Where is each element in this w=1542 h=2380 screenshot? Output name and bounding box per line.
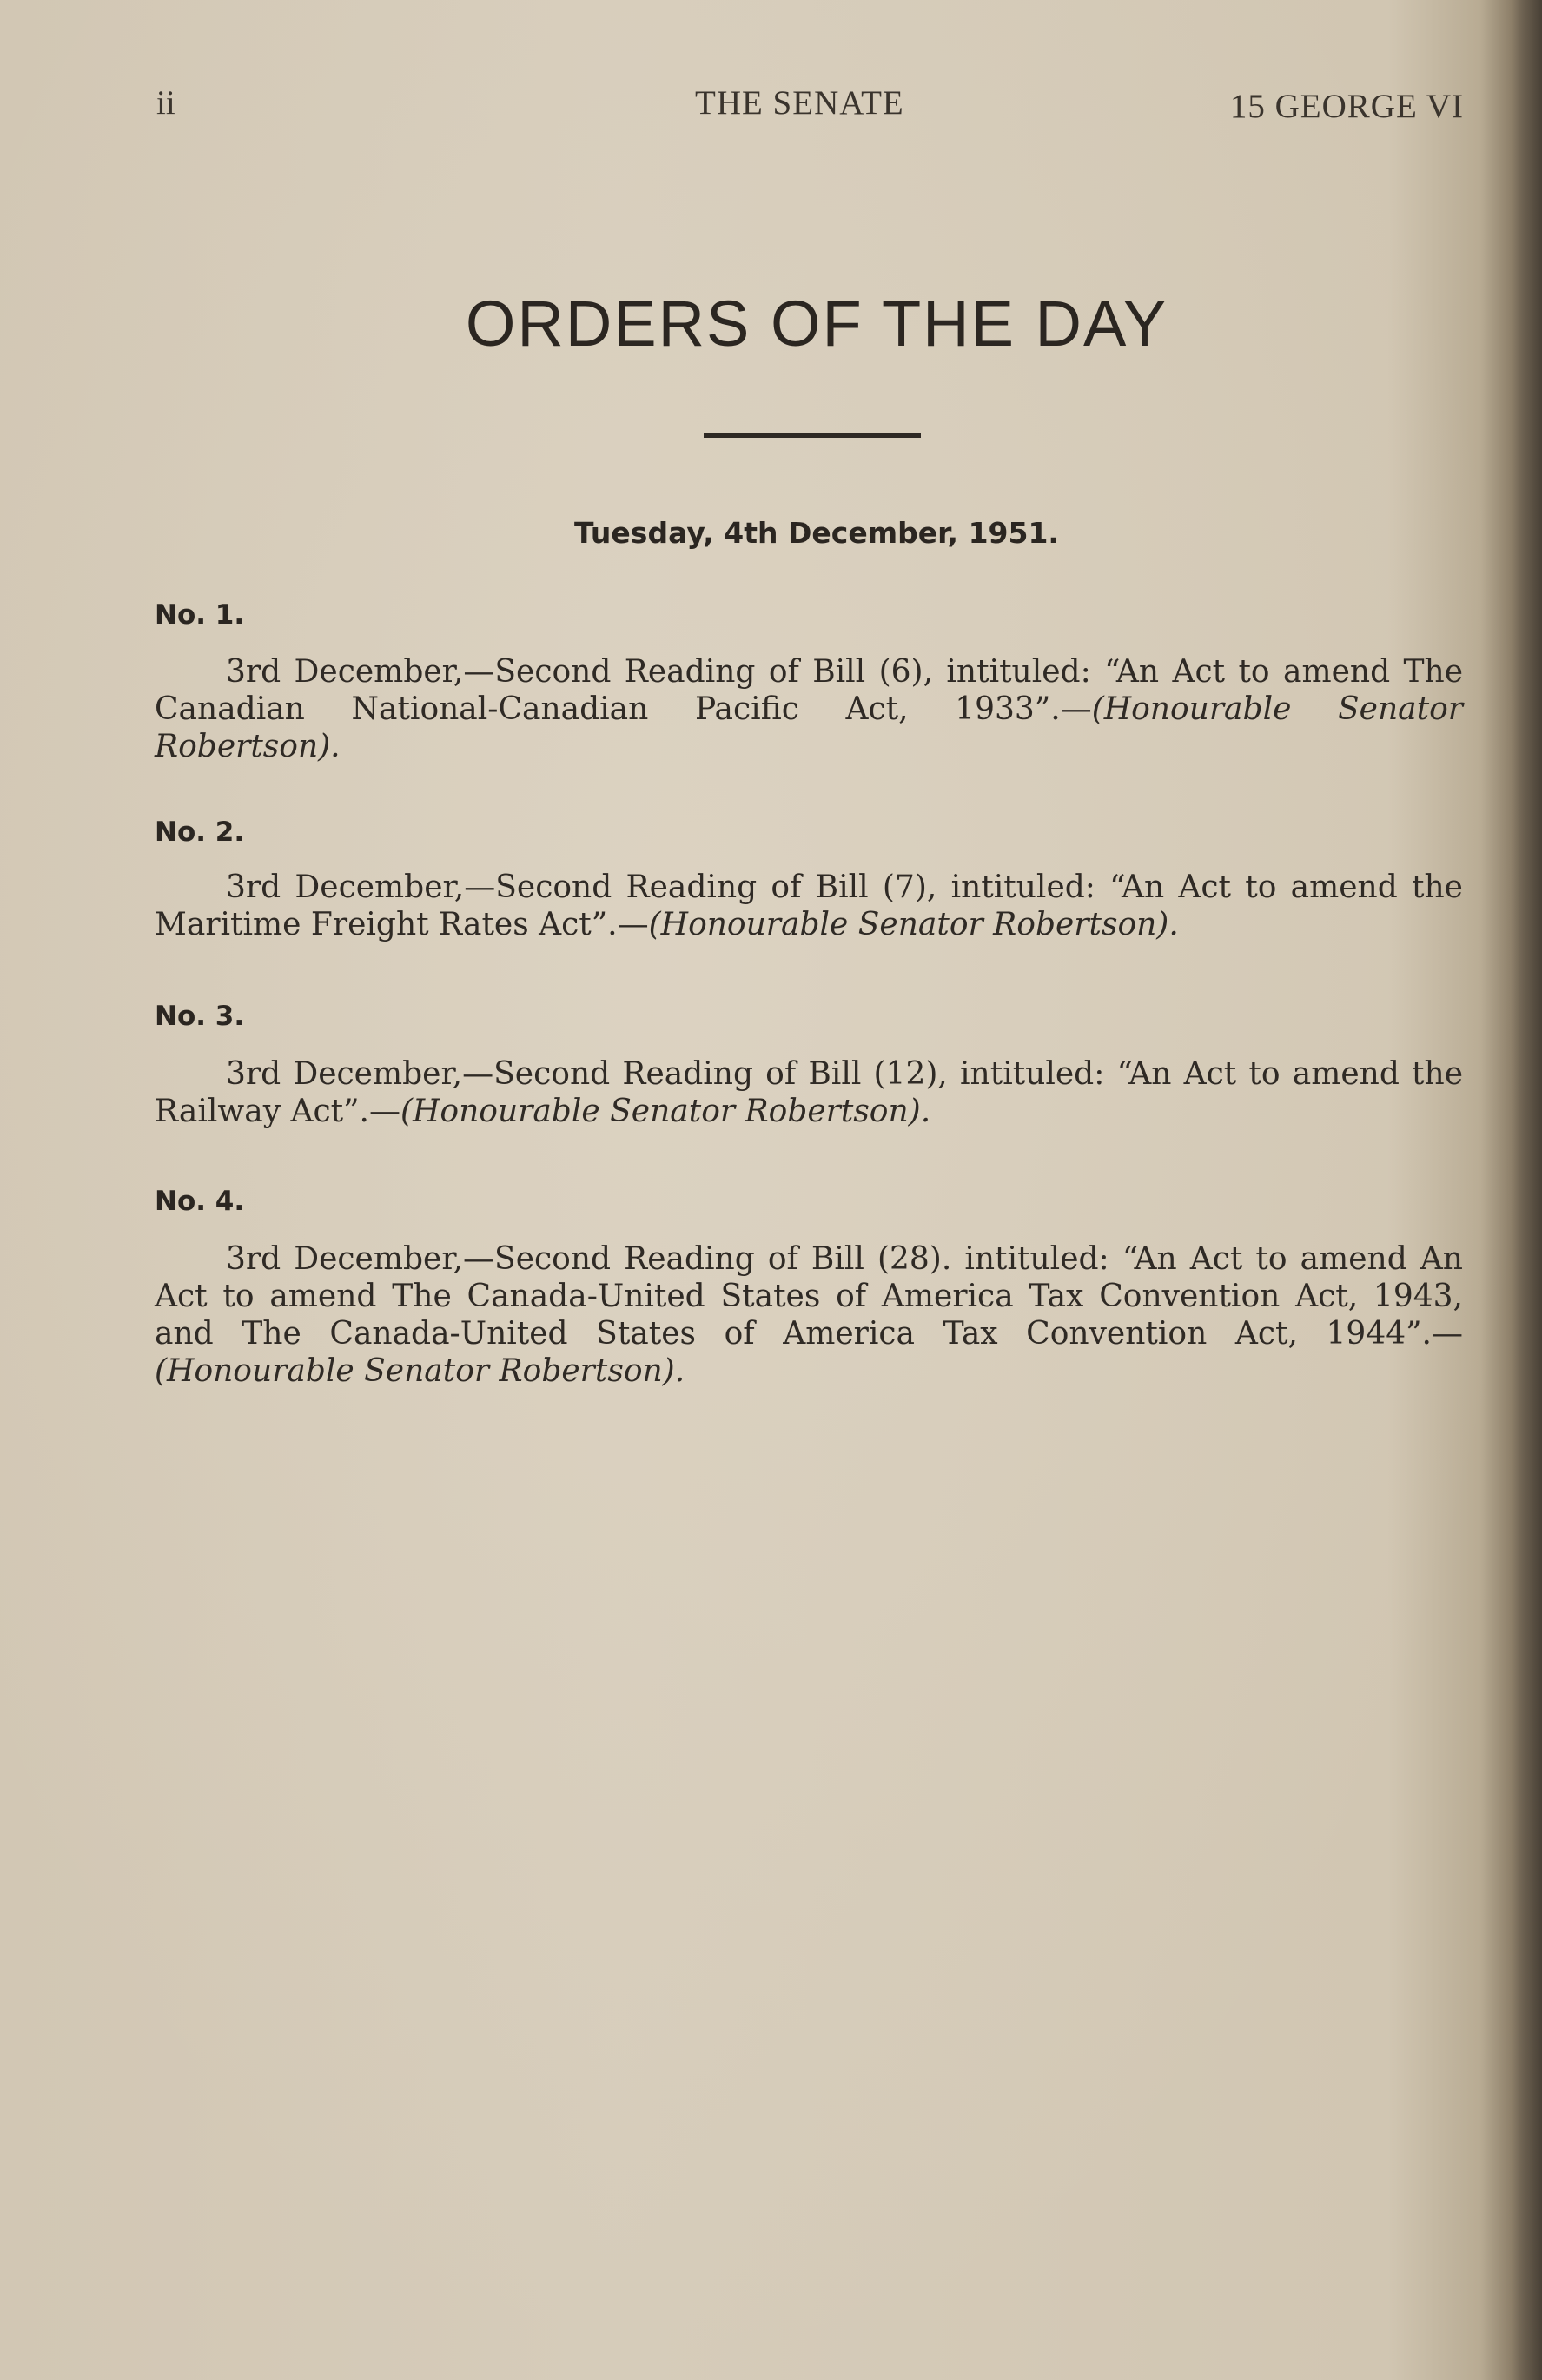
running-head-center: THE SENATE bbox=[695, 84, 904, 122]
sitting-date: Tuesday, 4th December, 1951. bbox=[574, 516, 1059, 550]
order-body-1: 3rd December,—Second Reading of Bill (6), intituled: “An Act to amend The Canadian National-Canadian Pacific Act, 1933”.— bbox=[155, 654, 1463, 727]
order-body-2: 3rd December,—Second Reading of Bill (7), intituled: “An Act to amend the Maritime Freight Rates Act”.— bbox=[155, 869, 1463, 942]
order-body-3: 3rd December,—Second Reading of Bill (12), intituled: “An Act to amend the Railway Act”.— bbox=[155, 1056, 1463, 1129]
order-sponsor-4: (Honourable Senator Robertson). bbox=[155, 1353, 685, 1389]
order-number-1: No. 1. bbox=[155, 599, 245, 631]
page-title: ORDERS OF THE DAY bbox=[465, 288, 1168, 360]
order-number-4: No. 4. bbox=[155, 1186, 245, 1217]
order-sponsor-2: (Honourable Senator Robertson). bbox=[648, 907, 1179, 942]
order-sponsor-3: (Honourable Senator Robertson). bbox=[400, 1094, 931, 1129]
order-number-2: No. 2. bbox=[155, 816, 245, 848]
order-text-1 bbox=[155, 653, 1463, 765]
title-rule-divider bbox=[704, 433, 921, 438]
order-text-4 bbox=[155, 1240, 1463, 1390]
page-number: ii bbox=[156, 84, 175, 122]
order-text-2 bbox=[155, 869, 1463, 943]
order-number-3: No. 3. bbox=[155, 1001, 245, 1032]
running-head-right: 15 GEORGE VI bbox=[1229, 88, 1464, 125]
order-text-3 bbox=[155, 1055, 1463, 1130]
order-sponsor-1: (Honourable Senator Robertson). bbox=[155, 691, 1463, 764]
running-head bbox=[156, 83, 1464, 127]
order-body-4: 3rd December,—Second Reading of Bill (28). intituled: “An Act to amend An Act to amend The Canada-United States of America Tax Convention Act, 1943, and The Canada-United States of America Tax Convention Act, 1944”.— bbox=[155, 1241, 1463, 1352]
